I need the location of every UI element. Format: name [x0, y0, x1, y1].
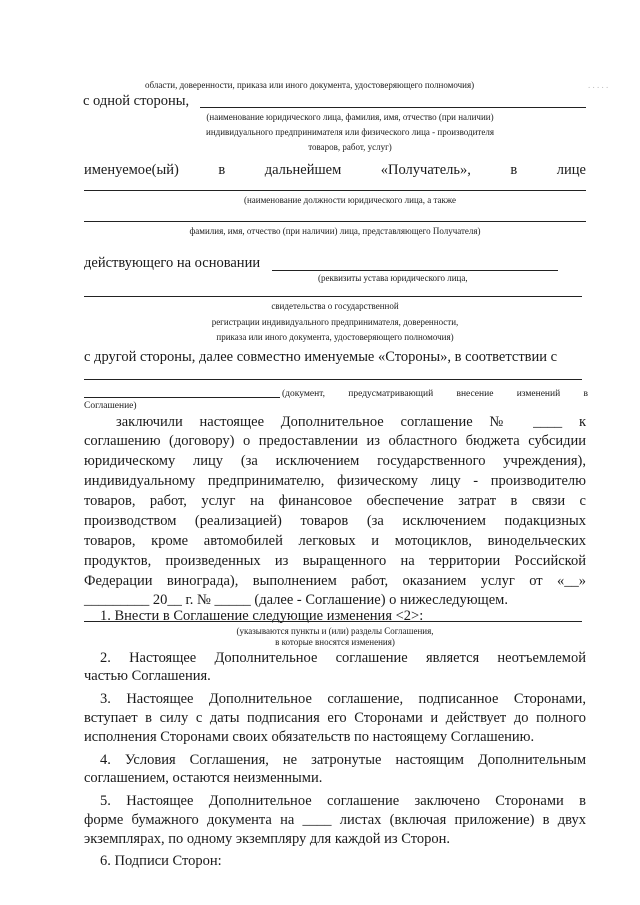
recipient-note-2: индивидуального предпринимателя или физического лица - производителя — [206, 127, 494, 137]
named-word-4: «Получатель», — [380, 162, 471, 178]
item-3-line-1: 3. Настоящее Дополнительное соглашение, подписанное Сторонами, — [100, 691, 586, 707]
document-note-w1: (документ, — [282, 389, 325, 399]
registration-blank-line — [84, 296, 582, 297]
main-line-7: товаров, кроме автомобилей легковых и мотоциклов, винодельческих — [84, 533, 586, 549]
item-2-line-1: 2. Настоящее Дополнительное соглашение является неотъемлемой — [100, 650, 586, 666]
name-blank-line — [84, 221, 586, 222]
acting-blank-line — [272, 270, 558, 271]
named-word-2: в — [218, 162, 226, 178]
document-note-w4: изменений — [516, 389, 561, 399]
main-line-10: _________ 20__ г. № _____ (далее - Соглашение) о нижеследующем. — [84, 592, 508, 608]
item-5-line-1: 5. Настоящее Дополнительное соглашение заключено Сторонами в — [100, 793, 586, 809]
position-blank-line — [84, 190, 586, 191]
recipient-note-1: (наименование юридического лица, фамилия, имя, отчество (при наличии) — [206, 112, 494, 122]
registration-note-2: регистрации индивидуального предпринимателя, доверенности, — [211, 317, 459, 327]
document-note-w3: внесение — [456, 389, 494, 399]
item1-note-2: в которые вносятся изменения) — [275, 637, 395, 647]
corner-marks: . . . . . — [588, 80, 609, 90]
named-word-1: именуемое(ый) — [84, 162, 179, 178]
main-line-3: юридическому лицу (за исключением государственного учреждения), — [84, 453, 586, 469]
named-word-5: в — [510, 162, 518, 178]
named-word-3: дальнейшем — [264, 162, 342, 178]
item-5-line-3: экземплярах, по одному экземпляру для каждой из Сторон. — [84, 831, 450, 847]
main-line-8: продуктов, произведенных из выращенного на территории Российской — [84, 553, 586, 569]
acting-label: действующего на основании — [84, 255, 261, 271]
named-line — [84, 161, 586, 179]
item-3-line-2: вступает в силу с даты подписания его Сторонами и действует до полного — [84, 710, 586, 726]
main-line-6: производством (реализацией) товаров (за исключением подакцизных — [84, 513, 586, 529]
document-note-w5: в — [583, 389, 588, 399]
item-3-line-3: исполнения Сторонами своих обязательств по настоящему Соглашению. — [84, 729, 535, 745]
document-blank-line-1 — [84, 379, 582, 380]
main-line-9: Федерации винограда), выполнением работ, оказанием услуг от «__» — [84, 573, 586, 589]
registration-note-3: приказа или иного документа, удостоверяющего полномочия) — [216, 332, 454, 342]
main-line-5: товаров, работ, услуг на финансовое обеспечение затрат в связи с — [84, 493, 586, 509]
one-side-label: с одной стороны, — [83, 93, 190, 109]
registration-note-1: свидетельства о государственной — [271, 301, 399, 311]
document-note — [282, 388, 588, 400]
main-line-2: соглашению (договору) о предоставлении из областного бюджета субсидии — [84, 433, 586, 449]
document-blank-line-2 — [84, 397, 280, 398]
document-note-w2: предусматривающий — [348, 389, 434, 399]
name-note: фамилия, имя, отчество (при наличии) лица, представляющего Получателя) — [189, 226, 481, 236]
recipient-note-3: товаров, работ, услуг) — [308, 142, 392, 152]
main-line-4: индивидуальному предпринимателю, физическому лицу - производителю — [84, 473, 586, 489]
named-word-6: лице — [556, 162, 586, 178]
item1-blank-line — [84, 621, 582, 622]
other-side-text: с другой стороны, далее совместно именуемые «Стороны», в соответствии с — [84, 349, 558, 365]
item-4-line-1: 4. Условия Соглашения, не затронутые настоящим Дополнительным — [100, 752, 586, 768]
item-5-line-2: форме бумажного документа на ____ листах (включая приложение) в двух — [84, 812, 586, 828]
item-4-line-2: соглашением, остаются неизменными. — [84, 770, 323, 786]
document-note-2: Соглашение) — [84, 401, 137, 411]
recipient-blank-line — [200, 107, 586, 108]
item-6: 6. Подписи Сторон: — [100, 853, 222, 869]
position-note: (наименование должности юридического лица, а также — [243, 195, 456, 205]
item-2-line-2: частью Соглашения. — [84, 668, 211, 684]
main-line-1: заключили настоящее Дополнительное соглашение № ____ к — [116, 414, 586, 430]
item1-note-1: (указываются пункты и (или) разделы Соглашения, — [236, 626, 434, 636]
acting-note: (реквизиты устава юридического лица, — [318, 273, 468, 283]
header-note: области, доверенности, приказа или иного документа, удостоверяющего полномочия) — [145, 80, 475, 90]
item-1: 1. Внести в Соглашение следующие изменения <2>: — [100, 608, 424, 624]
